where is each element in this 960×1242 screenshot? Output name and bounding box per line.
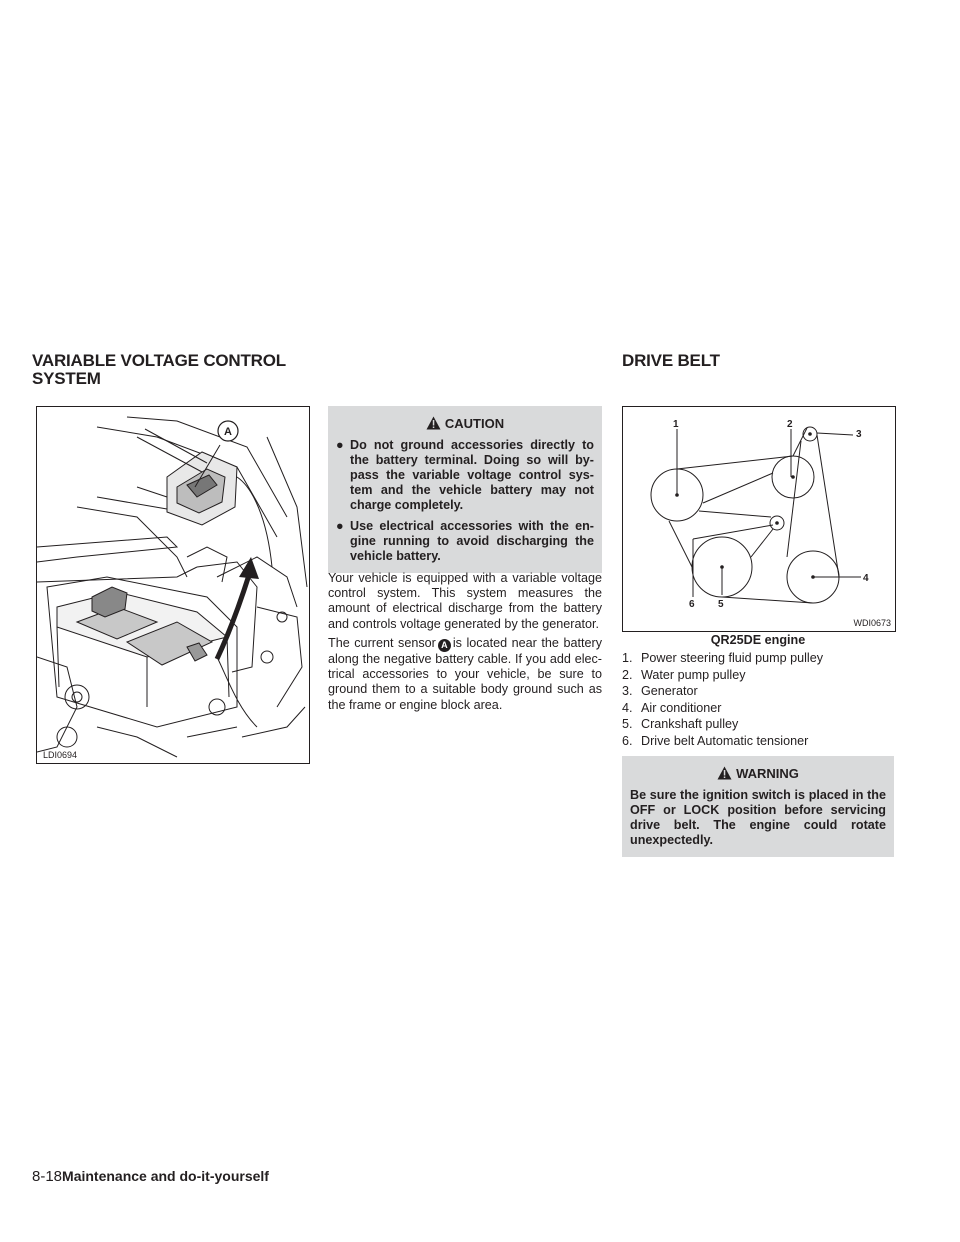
list-item (622, 683, 894, 700)
marker-a-icon: A (438, 639, 451, 652)
warning-label: WARNING (736, 765, 799, 781)
drive-belt-diagram (623, 407, 895, 631)
list-item (622, 700, 894, 717)
caution-label: CAUTION (444, 415, 505, 431)
bullet: ● (336, 438, 344, 452)
caution-item-text: Do not ground accessories directly to the battery terminal. Doing so will by-pass the variable voltage control sys-tem and the vehicle battery may not charge completely. (350, 438, 594, 512)
figure-code-right: WDI0673 (853, 618, 891, 628)
diagram-label-6: 6 (689, 599, 695, 610)
list-item-number: 5. (622, 717, 633, 732)
list-item-number: 1. (622, 651, 633, 665)
figure-current-sensor (36, 406, 310, 764)
battery-illustration (37, 407, 309, 763)
list-item-number: 4. (622, 700, 633, 715)
para2-after: is located near the battery along the negative battery cable. If you add elec-trical accessories to your vehicle, be sure to ground them to a suitable body ground such as the frame or engine block area. (328, 636, 602, 712)
list-item (622, 650, 894, 667)
list-item-number: 3. (622, 684, 633, 699)
callout-a-label: A (224, 426, 232, 438)
figure-drive-belt (622, 406, 896, 632)
section-title-drive-belt: DRIVE BELT (622, 351, 720, 370)
diagram-label-3: 3 (856, 429, 862, 440)
figure-caption: QR25DE engine (710, 633, 806, 647)
caution-item (336, 438, 594, 513)
list-item-number: 2. (622, 667, 633, 682)
para2-before: The current sensor (328, 636, 436, 650)
warning-heading (630, 764, 886, 782)
caution-item (336, 519, 594, 564)
diagram-label-5: 5 (718, 599, 724, 610)
warning-triangle-icon (717, 766, 732, 780)
figure-code-left: LDI0694 (43, 750, 78, 760)
diagram-label-1: 1 (673, 419, 679, 430)
drive-belt-parts-list (622, 650, 894, 750)
chapter-title: Maintenance and do-it-yourself (62, 1168, 269, 1184)
title-line-2: SYSTEM (32, 369, 101, 388)
body-paragraph-2 (328, 636, 602, 713)
body-paragraph-1: Your vehicle is equipped with a variable voltage control system. This system measures the amount of electrical discharge from the battery and controls voltage generated by the generator. (328, 571, 602, 631)
list-item (622, 667, 894, 684)
caution-item-text: Use electrical accessories with the en-gine running to avoid discharging the vehicle battery. (350, 519, 594, 563)
diagram-label-4: 4 (863, 573, 869, 584)
warning-box (622, 756, 894, 857)
bullet: ● (336, 519, 344, 533)
list-item-text: Power steering fluid pump pulley (641, 651, 824, 665)
section-title-variable-voltage (32, 352, 286, 388)
list-item-number: 6. (622, 733, 633, 748)
warning-text: Be sure the ignition switch is placed in the OFF or LOCK position before servicing drive belt. The engine could rotate unexpectedly. (630, 788, 886, 847)
caution-heading (336, 414, 594, 432)
title-line-1: VARIABLE VOLTAGE CONTROL (32, 351, 286, 370)
list-item-text: Crankshaft pulley (641, 717, 739, 732)
list-item-text: Drive belt Automatic tensioner (641, 733, 809, 748)
list-item-text: Generator (641, 684, 698, 699)
warning-triangle-icon (426, 416, 441, 430)
list-item (622, 716, 894, 733)
page-number: 8-18 (32, 1168, 63, 1185)
list-item-text: Air conditioner (641, 700, 722, 715)
list-item (622, 733, 894, 750)
diagram-label-2: 2 (787, 419, 793, 430)
caution-box (328, 406, 602, 573)
list-item-text: Water pump pulley (641, 667, 746, 682)
page-footer (32, 1168, 269, 1185)
